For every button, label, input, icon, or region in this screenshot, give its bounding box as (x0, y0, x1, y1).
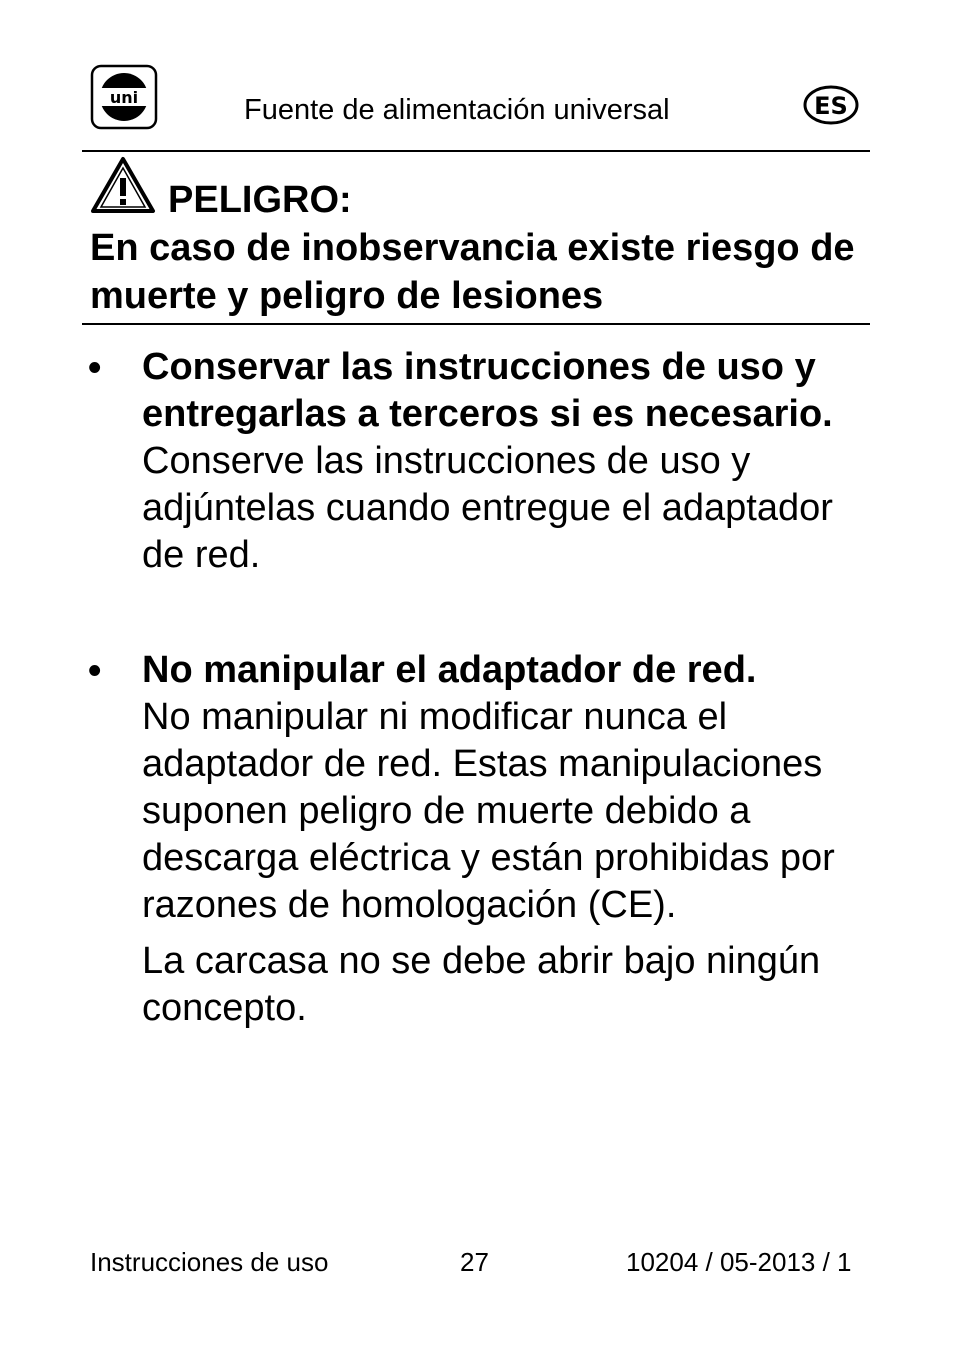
logo-text: uni (109, 88, 139, 107)
document-header-title: Fuente de alimentación universal (244, 94, 670, 126)
bullet-marker: • (88, 650, 102, 692)
instruction-body: No manipular ni modificar nunca el adaptador de red. Estas manipulaciones suponen peligro de muerte debido a descarga eléctrica y están prohibidas por razones de homologación (CE). (142, 696, 835, 926)
instruction-heading: Conservar las instrucciones de uso y entregarlas a terceros si es necesario. (142, 346, 833, 435)
bullet-marker: • (88, 347, 102, 389)
es-badge-icon (802, 84, 860, 126)
warning-triangle-icon (90, 156, 156, 214)
instruction-heading: No manipular el adaptador de red. (142, 649, 757, 691)
danger-title: PELIGRO: (168, 179, 352, 221)
instruction-extra-note: La carcasa no se debe abrir bajo ningún concepto. (142, 940, 821, 1029)
instruction-item (142, 344, 862, 579)
page-number: 27 (460, 1247, 489, 1277)
footer-document-type: Instrucciones de uso (90, 1247, 329, 1277)
danger-text: En caso de inobservancia existe riesgo de muerte y peligro de lesiones (90, 227, 855, 317)
instruction-item (142, 647, 862, 1032)
danger-divider (82, 323, 870, 325)
header-divider (82, 150, 870, 152)
document-code: 10204 / 05-2013 / 1 (626, 1247, 852, 1277)
instruction-body: Conserve las instrucciones de uso y adjúntelas cuando entregue el adaptador de red. (142, 440, 833, 576)
language-badge-text: ES (814, 92, 848, 120)
uni-logo-icon (90, 64, 158, 130)
